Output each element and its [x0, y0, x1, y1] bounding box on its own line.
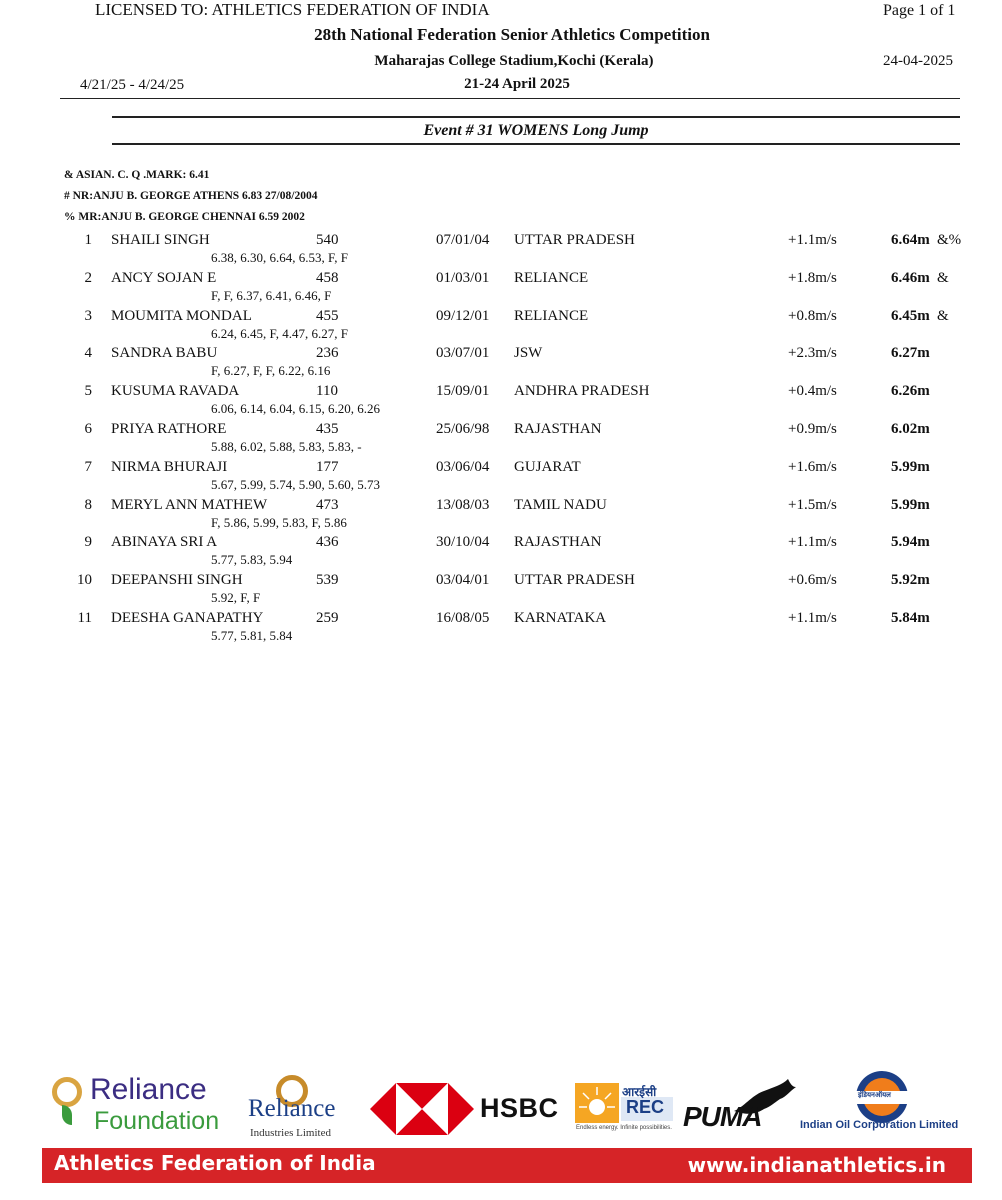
- rank: 7: [84, 458, 92, 475]
- attempt-series: F, 5.86, 5.99, 5.83, F, 5.86: [211, 514, 347, 530]
- rank: 4: [84, 345, 92, 362]
- birth-date: 16/08/05: [436, 610, 490, 626]
- athlete-name: NIRMA BHURAJI: [111, 458, 228, 475]
- best-mark: 6.64m: [891, 232, 930, 248]
- birth-date: 25/06/98: [436, 421, 490, 437]
- indian-oil-hindi: इंडियनऑयल: [858, 1091, 891, 1099]
- team-name: UTTAR PRADESH: [514, 232, 635, 248]
- team-name: RELIANCE: [514, 307, 589, 324]
- event-rule-top: [112, 116, 960, 118]
- rec-word: REC: [626, 1097, 665, 1117]
- athlete-name: SANDRA BABU: [111, 345, 218, 362]
- result-row: [0, 610, 1002, 630]
- birth-date: 09/12/01: [436, 307, 490, 324]
- birth-date: 15/09/01: [436, 383, 490, 400]
- bib-number: 236: [316, 345, 339, 362]
- athlete-name: MOUMITA MONDAL: [111, 307, 252, 324]
- best-mark: 6.46m: [891, 269, 930, 286]
- event-title: Event # 31 WOMENS Long Jump: [423, 122, 649, 139]
- result-row: [0, 459, 1002, 479]
- attempt-series: F, 6.27, F, F, 6.22, 6.16: [211, 363, 331, 379]
- reliance-foundation-icon: [52, 1077, 82, 1107]
- leaf-icon: [62, 1105, 72, 1125]
- team-name: TAMIL NADU: [514, 496, 607, 513]
- best-mark: 6.45m: [891, 307, 930, 324]
- team-name: UTTAR PRADESH: [514, 572, 635, 589]
- result-row: [0, 345, 1002, 365]
- federation-name: Athletics Federation of India: [54, 1151, 376, 1175]
- attempt-series: 5.92, F, F: [211, 590, 261, 606]
- wind-reading: +0.8m/s: [788, 307, 837, 324]
- birth-date: 01/03/01: [436, 269, 490, 286]
- team-name: RAJASTHAN: [514, 421, 602, 437]
- rec-tagline: Endless energy. Infinite possibilities.: [576, 1125, 672, 1131]
- wind-reading: +1.1m/s: [788, 232, 837, 248]
- athlete-name: DEESHA GANAPATHY: [111, 610, 264, 626]
- reliance-foundation-sub: Foundation: [94, 1107, 220, 1135]
- record-flag: &%: [937, 232, 962, 248]
- team-name: KARNATAKA: [514, 610, 607, 626]
- indian-oil-word: Indian Oil Corporation Limited: [800, 1119, 959, 1131]
- wind-reading: +1.1m/s: [788, 610, 837, 626]
- rank: 10: [77, 572, 92, 589]
- result-row: [0, 572, 1002, 592]
- record-flag: &: [937, 307, 949, 324]
- attempt-series: F, F, 6.37, 6.41, 6.46, F: [211, 287, 332, 303]
- birth-date: 30/10/04: [436, 534, 490, 551]
- best-mark: 6.27m: [891, 345, 930, 362]
- date-range: 4/21/25 - 4/24/25: [80, 77, 185, 93]
- rec-hindi: आरईसी: [622, 1085, 657, 1099]
- attempt-series: 5.88, 6.02, 5.88, 5.83, 5.83, -: [211, 439, 362, 454]
- bib-number: 436: [316, 534, 339, 551]
- athlete-name: SHAILI SINGH: [111, 232, 210, 248]
- header-divider: [60, 98, 960, 99]
- competition-dates: 21-24 April 2025: [464, 76, 570, 92]
- best-mark: 5.84m: [891, 610, 930, 626]
- event-rule-bottom: [112, 143, 960, 145]
- rank: 6: [84, 421, 92, 437]
- bib-number: 540: [316, 232, 339, 248]
- athlete-name: KUSUMA RAVADA: [111, 383, 240, 400]
- bib-number: 539: [316, 572, 339, 589]
- print-date: 24-04-2025: [883, 53, 953, 69]
- rank: 3: [84, 307, 92, 324]
- team-name: RELIANCE: [514, 269, 589, 286]
- athlete-name: MERYL ANN MATHEW: [111, 496, 268, 513]
- bib-number: 435: [316, 421, 339, 437]
- bib-number: 177: [316, 458, 339, 475]
- athlete-name: PRIYA RATHORE: [111, 421, 227, 437]
- bib-number: 458: [316, 269, 339, 286]
- competition-title: 28th National Federation Senior Athletics Competition: [314, 25, 710, 44]
- wind-reading: +0.4m/s: [788, 383, 837, 400]
- attempt-series: 5.67, 5.99, 5.74, 5.90, 5.60, 5.73: [211, 476, 380, 492]
- wind-reading: +1.5m/s: [788, 496, 837, 513]
- footer-banner: [42, 1148, 972, 1183]
- reliance-industries-sub: Industries Limited: [250, 1127, 331, 1139]
- sponsor-logos: [40, 1065, 975, 1145]
- rank: 8: [84, 496, 92, 513]
- wind-reading: +0.6m/s: [788, 572, 837, 589]
- rank: 9: [84, 534, 92, 551]
- athlete-name: DEEPANSHI SINGH: [111, 572, 243, 589]
- bib-number: 473: [316, 496, 339, 513]
- result-row: [0, 232, 1002, 252]
- record-meet: % MR:ANJU B. GEORGE CHENNAI 6.59 2002: [64, 211, 305, 223]
- birth-date: 03/04/01: [436, 572, 490, 589]
- birth-date: 13/08/03: [436, 496, 490, 513]
- record-flag: &: [937, 269, 949, 286]
- record-asian-mark: & ASIAN. C. Q .MARK: 6.41: [64, 169, 210, 181]
- license-text: LICENSED TO: ATHLETICS FEDERATION OF INDIA: [95, 0, 490, 19]
- birth-date: 03/07/01: [436, 345, 490, 362]
- rank: 5: [84, 383, 92, 400]
- wind-reading: +2.3m/s: [788, 345, 837, 362]
- wind-reading: +0.9m/s: [788, 421, 837, 437]
- bib-number: 259: [316, 610, 339, 626]
- attempt-series: 6.06, 6.14, 6.04, 6.15, 6.20, 6.26: [211, 401, 380, 417]
- result-row: [0, 383, 1002, 403]
- wind-reading: +1.8m/s: [788, 269, 837, 286]
- wind-reading: +1.1m/s: [788, 534, 837, 551]
- page-number: Page 1 of 1: [883, 2, 956, 19]
- best-mark: 6.02m: [891, 421, 930, 437]
- venue: Maharajas College Stadium,Kochi (Kerala): [374, 53, 654, 69]
- birth-date: 07/01/04: [436, 232, 490, 248]
- hsbc-hexagon-icon: [370, 1083, 474, 1135]
- best-mark: 5.92m: [891, 572, 930, 589]
- team-name: RAJASTHAN: [514, 534, 602, 551]
- best-mark: 5.99m: [891, 458, 930, 475]
- bib-number: 110: [316, 383, 338, 400]
- puma-word: PUMA: [683, 1101, 762, 1132]
- reliance-foundation-word: Reliance: [90, 1073, 207, 1106]
- result-row: [0, 308, 1002, 328]
- result-row: [0, 421, 1002, 441]
- reliance-industries-word: Reliance: [248, 1095, 336, 1122]
- attempt-series: 5.77, 5.83, 5.94: [211, 552, 293, 568]
- birth-date: 03/06/04: [436, 458, 490, 475]
- best-mark: 6.26m: [891, 383, 930, 400]
- rank: 11: [77, 610, 92, 626]
- team-name: JSW: [514, 345, 543, 362]
- wind-reading: +1.6m/s: [788, 458, 837, 475]
- team-name: ANDHRA PRADESH: [514, 383, 650, 400]
- athlete-name: ABINAYA SRI A: [111, 534, 218, 551]
- result-row: [0, 270, 1002, 290]
- result-row: [0, 497, 1002, 517]
- bib-number: 455: [316, 307, 339, 324]
- team-name: GUJARAT: [514, 458, 581, 475]
- rank: 2: [84, 269, 92, 286]
- best-mark: 5.94m: [891, 534, 930, 551]
- attempt-series: 6.38, 6.30, 6.64, 6.53, F, F: [211, 250, 348, 265]
- record-national: # NR:ANJU B. GEORGE ATHENS 6.83 27/08/2004: [64, 190, 318, 202]
- hsbc-word: HSBC: [480, 1093, 559, 1123]
- rank: 1: [84, 232, 92, 248]
- result-row: [0, 534, 1002, 554]
- best-mark: 5.99m: [891, 496, 930, 513]
- athlete-name: ANCY SOJAN E: [111, 269, 217, 286]
- attempt-series: 5.77, 5.81, 5.84: [211, 628, 293, 643]
- attempt-series: 6.24, 6.45, F, 4.47, 6.27, F: [211, 325, 348, 341]
- website-link[interactable]: www.indianathletics.in: [687, 1153, 946, 1177]
